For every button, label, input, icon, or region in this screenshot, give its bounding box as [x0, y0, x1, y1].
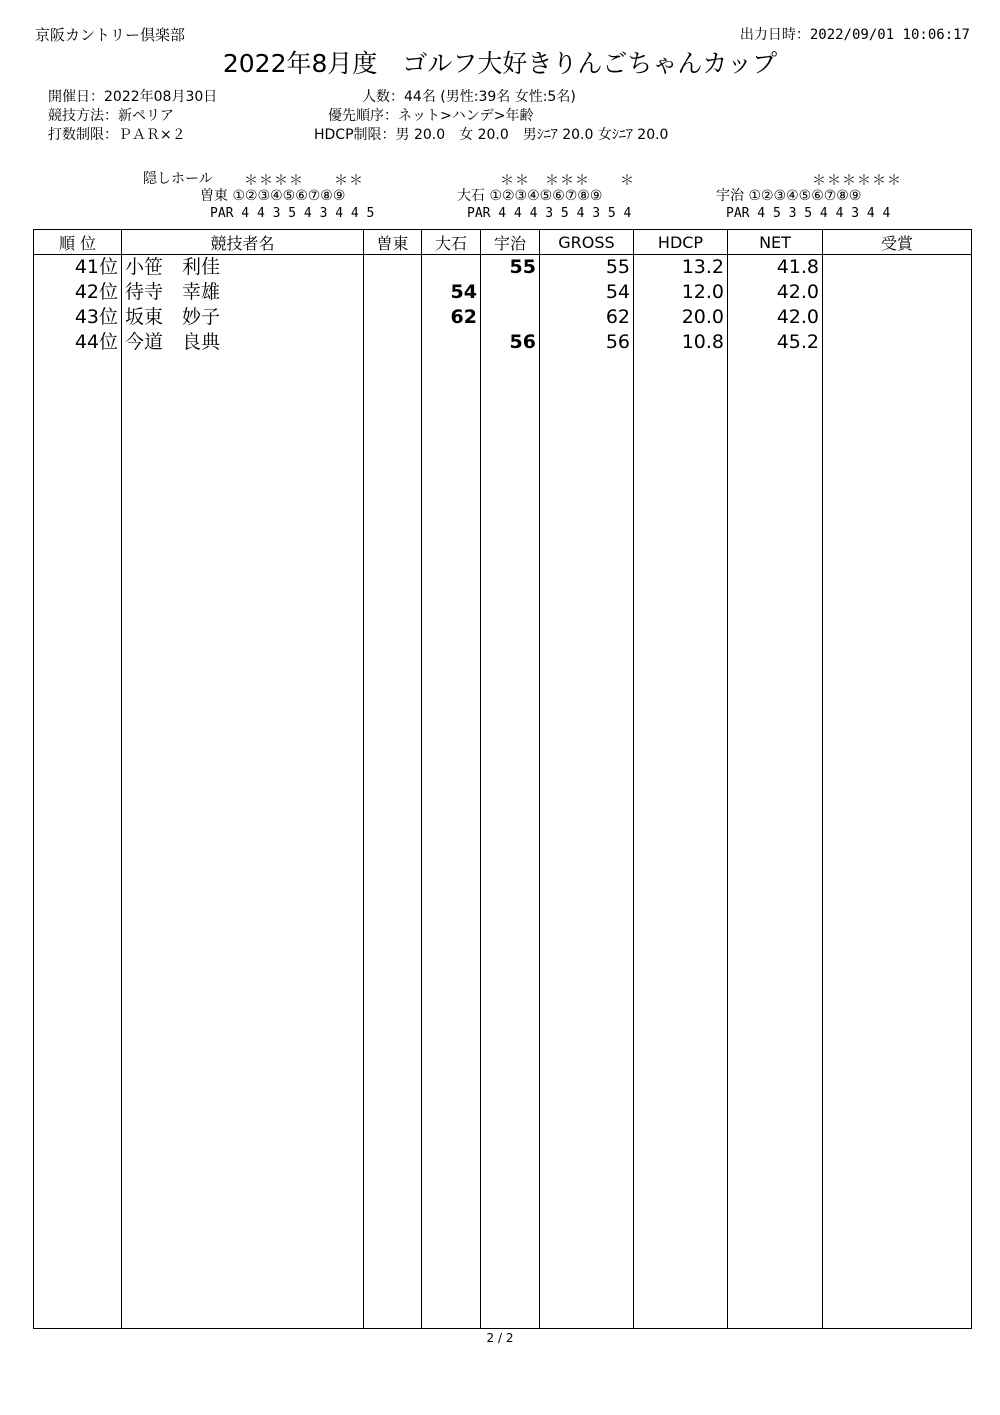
net-cell: 45.2: [728, 330, 823, 355]
award-cell: [823, 305, 972, 330]
hdcp-limit: HDCP制限：男 20.0 女 20.0 男ｼﾆｱ 20.0 女ｼﾆｱ 20.0: [314, 127, 669, 143]
sotou-score-cell: [364, 280, 422, 305]
course-uji-holes: 宇治 ①②③④⑤⑥⑦⑧⑨: [716, 188, 862, 204]
net-cell: 42.0: [728, 305, 823, 330]
header-uji: 宇治: [481, 230, 540, 255]
stroke-limit: 打数制限：ＰＡＲ×２: [48, 127, 186, 143]
rank-cell: 42位: [34, 280, 122, 305]
empty-cell: [540, 355, 634, 1329]
empty-cell: [481, 355, 540, 1329]
hidden-holes-uji: ＊＊＊＊＊＊: [812, 173, 902, 189]
header-hdcp: HDCP: [634, 230, 728, 255]
header-rank: 順 位: [34, 230, 122, 255]
award-cell: [823, 330, 972, 355]
hdcp-cell: 12.0: [634, 280, 728, 305]
course-ooishi-holes: 大石 ①②③④⑤⑥⑦⑧⑨: [457, 188, 603, 204]
ooishi-score-cell: 54: [422, 280, 481, 305]
priority-order: 優先順序：ネット>ハンデ>年齢: [328, 108, 534, 124]
header-gross: GROSS: [540, 230, 634, 255]
table-row: [34, 255, 972, 281]
sotou-score-cell: [364, 305, 422, 330]
ooishi-score-cell: 62: [422, 305, 481, 330]
table-row: [34, 305, 972, 330]
hdcp-cell: 13.2: [634, 255, 728, 281]
award-cell: [823, 255, 972, 281]
gross-cell: 56: [540, 330, 634, 355]
hdcp-cell: 10.8: [634, 330, 728, 355]
competition-method: 競技方法：新ペリア: [48, 108, 174, 124]
empty-cell: [122, 355, 364, 1329]
net-cell: 41.8: [728, 255, 823, 281]
table-row: [34, 330, 972, 355]
uji-score-cell: [481, 305, 540, 330]
rank-cell: 44位: [34, 330, 122, 355]
empty-cell: [823, 355, 972, 1329]
header-award: 受賞: [823, 230, 972, 255]
header-player-name: 競技者名: [122, 230, 364, 255]
page-title: 2022年8月度 ゴルフ大好きりんごちゃんカップ: [222, 49, 778, 78]
header-ooishi: 大石: [422, 230, 481, 255]
course-sotou-par: PAR 4 4 3 5 4 3 4 4 5: [210, 206, 375, 221]
event-date: 開催日：2022年08月30日: [48, 89, 218, 105]
table-header-row: [34, 230, 972, 255]
player-name-cell: 今道 良典: [122, 330, 364, 355]
rank-cell: 43位: [34, 305, 122, 330]
player-name-cell: 待寺 幸雄: [122, 280, 364, 305]
header-net: NET: [728, 230, 823, 255]
printed-datetime: 出力日時：2022/09/01 10:06:17: [739, 27, 970, 43]
uji-score-cell: 56: [481, 330, 540, 355]
empty-cell: [364, 355, 422, 1329]
empty-cell: [422, 355, 481, 1329]
sotou-score-cell: [364, 255, 422, 281]
table-row: [34, 280, 972, 305]
empty-cell: [634, 355, 728, 1329]
empty-cell: [34, 355, 122, 1329]
empty-cell: [728, 355, 823, 1329]
net-cell: 42.0: [728, 280, 823, 305]
uji-score-cell: 55: [481, 255, 540, 281]
hidden-holes-sotou: ＊＊＊＊ ＊＊: [244, 173, 364, 189]
table-empty-space: [34, 355, 972, 1329]
rank-cell: 41位: [34, 255, 122, 281]
ooishi-score-cell: [422, 255, 481, 281]
course-uji-par: PAR 4 5 3 5 4 4 3 4 4: [726, 206, 891, 221]
page-number: 2 / 2: [486, 1331, 514, 1345]
ooishi-score-cell: [422, 330, 481, 355]
player-name-cell: 坂東 妙子: [122, 305, 364, 330]
player-count: 人数：44名 (男性:39名 女性:5名): [362, 89, 576, 105]
hidden-holes-ooishi: ＊＊ ＊＊＊ ＊: [500, 173, 635, 189]
uji-score-cell: [481, 280, 540, 305]
hidden-holes-label: 隠しホール: [143, 171, 213, 187]
sotou-score-cell: [364, 330, 422, 355]
gross-cell: 55: [540, 255, 634, 281]
gross-cell: 62: [540, 305, 634, 330]
player-name-cell: 小笹 利佳: [122, 255, 364, 281]
hdcp-cell: 20.0: [634, 305, 728, 330]
course-sotou-holes: 曽東 ①②③④⑤⑥⑦⑧⑨: [200, 188, 346, 204]
award-cell: [823, 280, 972, 305]
gross-cell: 54: [540, 280, 634, 305]
results-table: [33, 229, 972, 1329]
club-name: 京阪カントリー倶楽部: [35, 26, 186, 44]
header-sotou: 曽東: [364, 230, 422, 255]
course-ooishi-par: PAR 4 4 4 3 5 4 3 5 4: [467, 206, 632, 221]
